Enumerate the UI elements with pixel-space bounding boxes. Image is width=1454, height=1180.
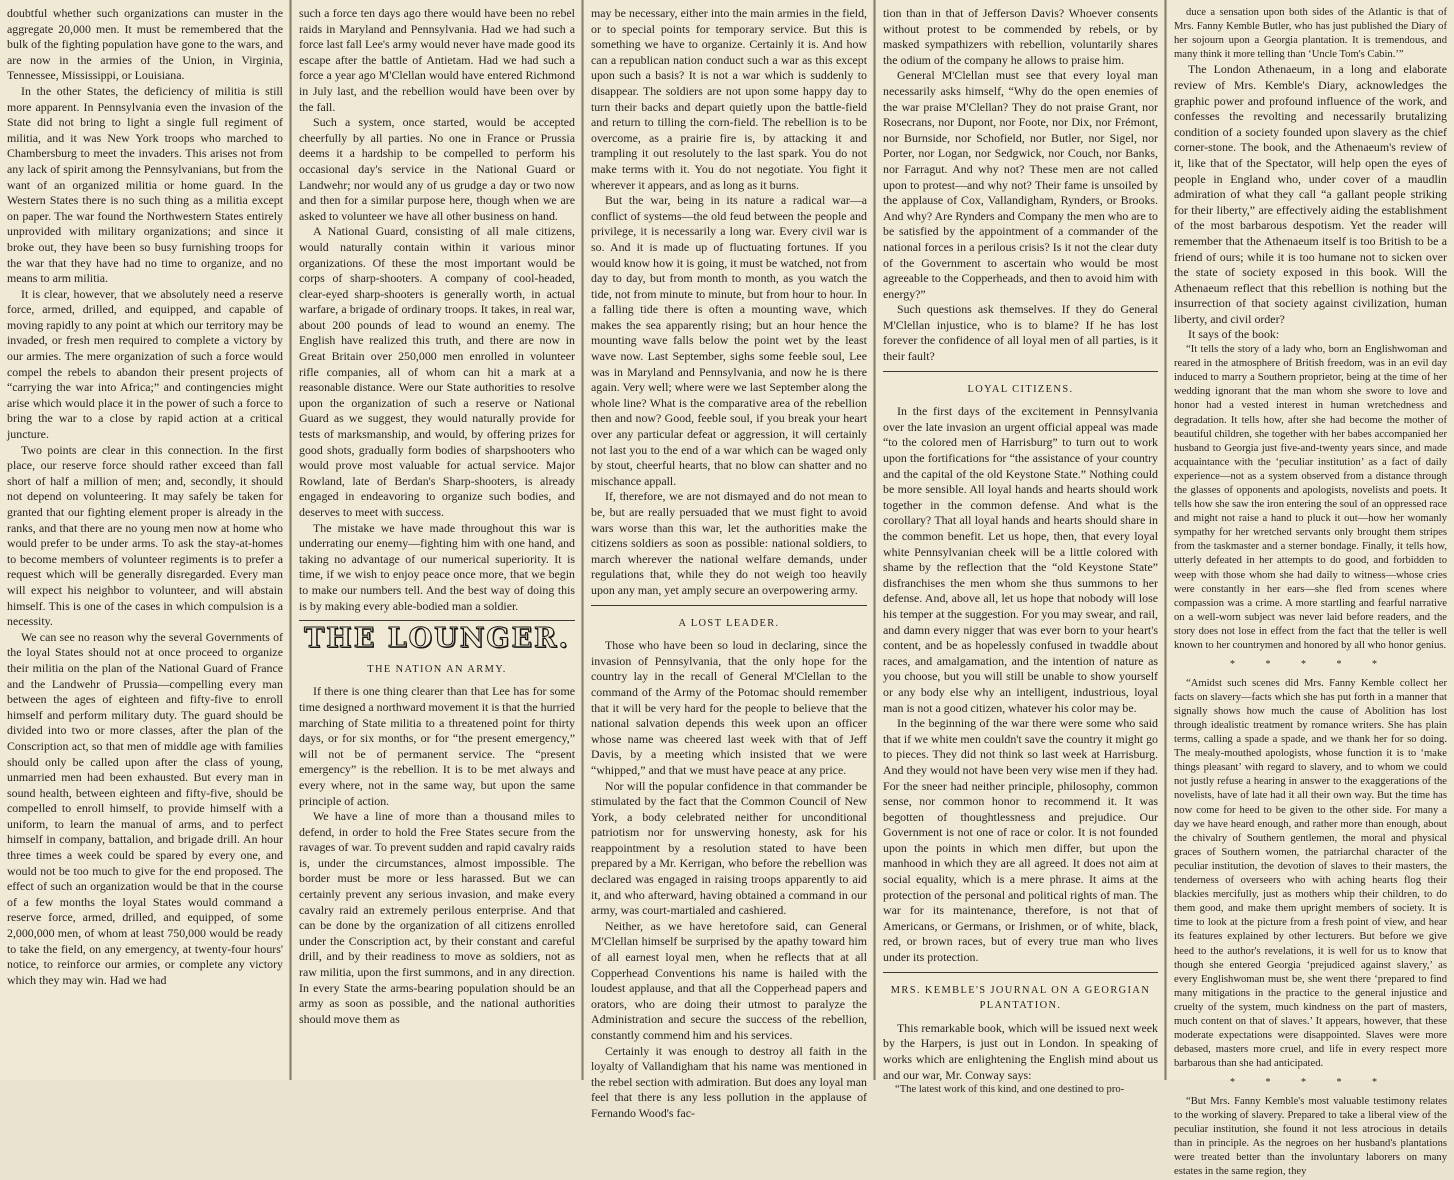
section-rule: [883, 972, 1158, 973]
paragraph: We can see no reason why the several Governments of the loyal States should not at once proceed to organize their militia on the plan of the National Guard of France and the Landwehr of Prussia—compelling every man between the ages of eighteen and fifty-five to enroll himself and perform military duty. The guard should be divided into two or more classes, after the plan of the Conscription act, so that men of middle age with families should only be called upon after the class of young, unmarried men had been exhausted. But every man in sound health, between eighteen and fifty-five, should be compelled to enroll himself, to provide himself with a uniform, to learn the manual of arms, and to perfect himself in company, battalion, and brigade drill. An hour three times a week could be spared by every one, and would not be too much to give for the end proposed. The effect of such an organization would be that in the course of a few months the loyal States would command a reserve force, armed, drilled, and equipped, of some 2,000,000 men, of whom at least 750,000 would be ready to take the field, on any emergency, at twenty-four hours' notice, to reinforce our armies, or complete any victory which they may win. Had we had: [7, 629, 283, 987]
paragraph: In the other States, the deficiency of militia is still more apparent. In Pennsylvania even the invasion of the State did not bring to light a single full regiment of militia, and it was New York troops who marched to Chambersburg to meet the invaders. This arises not from any lack of spirit among the Pennsylvanians, but from the want of an organized militia or home guard. In the Western States there is no such thing as a militia except on paper. The war found the Northwestern States entirely unprovided with military organizations; and since it broke out, they have been so busy furnishing troops for the war that they have had no time to organize, and no means to arm militia.: [7, 83, 283, 286]
article-headline: THE NATION AN ARMY.: [367, 663, 507, 675]
asterism: * * * * *: [1230, 1077, 1391, 1089]
paragraph: General M'Clellan must see that every loyal man necessarily asks himself, “Why do the open enemies of the war praise M'Clellan? They do not praise Grant, nor Rosecrans, nor Dupont, nor Foote, nor Dix, nor Frémont, nor Burnside, nor Schofield, nor Butler, nor Sigel, nor Porter, nor Logan, nor Sedgwick, nor Couch, nor Banks, nor Farragut. And why not? These men are not called upon to protest—and why not? Their fame is unsoiled by the applause of Cox, Vallandigham, Rynders, or Brooks. And why? Are Rynders and Company the men who are to be satisfied by the appointment of a commander of the national forces in a perilous crisis? Is it not the clear duty of the Government to ascertain who would be most agreeable to the Copperheads, and then to avoid him with energy?”: [883, 68, 1158, 301]
paragraph: tion than in that of Jefferson Davis? Whoever consents without protest to be commended by rebels, or by masked sympathizers with rebellion, voluntarily shares the odium of the company he allows to praise him.: [883, 6, 1158, 67]
section-rule: [591, 605, 867, 606]
paragraph: may be necessary, either into the main armies in the field, or to special points for temporary service. But this is something we have to organize. Certainly it is. And how can a republican nation conduct such a war as this except upon such a basis? It is not a war which is suddenly to disappear. The soldiers are not upon some happy day to turn their backs and depart quietly upon the battle-field and return to tilling the corn-field. The rebellion is to be overcome, as a prairie fire is, by attacking it and trampling it out resolutely to the last spark. You do not make terms with it. You do not negotiate. You fight it wherever it appears, and as long as it burns.: [591, 6, 867, 192]
paragraph: We have a line of more than a thousand miles to defend, in order to hold the Free States secure from the ravages of war. To prevent sudden and rapid cavalry raids is, under the circumstances, almost impossible. The border must be more or less harassed. But we can certainly prevent any serious invasion, and make every cavalry raid an extremely perilous enterprise. And that can be done by the organization of all citizens enrolled under the Conscription act, by their constant and careful drill, and by their readiness to move as soldiers, not as raw militia, upon the first summons, and in any direction. In every State the arms-bearing population should be an army as soon as possible, and the national authorities should move them as: [299, 809, 575, 1026]
column-3: [584, 0, 874, 1120]
column-5: [1167, 0, 1454, 1178]
asterism: * * * * *: [1230, 659, 1391, 671]
column-2: [292, 0, 582, 1080]
paragraph: It says of the book:: [1188, 327, 1280, 342]
paragraph: It is clear, however, that we absolutely need a reserve force, armed, drilled, and equipped, and capable of moving rapidly to any point at which our territory may be invaded, or fresh men required to complete a victory by our armies. The mere organization of such a force would compel the rebels to abandon their present projects of “carrying the war into Africa;” and contingencies might arise which would place it in the power of such a force to bring the war to a close by rapid action at a critical juncture.: [7, 286, 283, 442]
quoted-paragraph: “The latest work of this kind, and one destined to pro-: [895, 1084, 1125, 1096]
paragraph: In the first days of the excitement in Pennsylvania over the late invasion an urgent official appeal was made “to the colored men of Harrisburg” to turn out to work upon the fortifications for “the assistance of your country and the capital of the old Keystone State.” Nothing could be more sensible. All loyal hands and hearts should work together in the common defense. And what is the corollary? That all loyal hands and hearts should share in the common benefit. Let us hope, then, that every loyal white Pennsylvanian cheek will be a little colored with shame by the reflection that the “old Keystone State” disfranchises the men whom she thus summons to her defense. And, above all, let us hope that nobody will lose his temper at the suggestion. For you may swear, and rail, and damn every nigger that was ever born to your heart's content, and be as hopelessly confused in twaddle about races, and amalgamation, and the intention of nature as you choose, but you will still be unable to show yourself or any body else why an intelligent, industrious, loyal man is not a good citizen, whatever his color may be.: [883, 404, 1158, 715]
article-headline: MRS. KEMBLE'S JOURNAL ON A GEORGIAN PLANTATION.: [890, 984, 1151, 1012]
paragraph: This remarkable book, which will be issued next week by the Harpers, is just out in London. In speaking of works which are enlightening the English mind about us and our war, Mr. Conway says:: [883, 1020, 1158, 1082]
paragraph: Two points are clear in this connection. In the first place, our reserve force should rather exceed than fall short of half a million of men; and, secondly, it should not depend on volunteering. It may safely be taken for granted that our fighting element proper is already in the ranks, and that there are no young men now at home who would prefer to be under arms. To ask the stay-at-homes to become members of volunteer regiments is to prefer a request which will be generally disregarded. Every man will expect his neighbor to volunteer, and will abstain himself. This is one of the cases in which compulsion is a necessity.: [7, 442, 283, 629]
paragraph: Nor will the popular confidence in that commander be stimulated by the fact that the Common Council of New York, a body celebrated neither for unconditional patriotism nor for unswerving honesty, ask for his reappointment by a resolution stated to have been prepared by a Mr. Kerrigan, who before the rebellion was declared was engaged in raising troops apparently to aid it, and who afterward, having obtained a command in our army, was court-martialed and cashiered.: [591, 778, 867, 918]
section-banner: [299, 623, 575, 655]
quoted-paragraph: “It tells the story of a lady who, born an Englishwoman and reared in the atmosphere of British freedom, was in an evil day induced to marry a Southern proprietor, being at the time of her wedding ignorant that the man whom she swore to love and honor had a vested interest in human wretchedness and degradation. It tells how, after she had become the mother of beautiful children, she together with her babes accompanied her husband to Georgia just five-and-twenty years since, and made acquaintance with the ‘peculiar institution’ as a fact of daily experience—not as a system observed from a distance through the glasses of opponents and apologists, novelists and poets. It tells how she saw the iron entering the soul of an oppressed race and might not raise a hand to pluck it out—how her womanly sympathy for her wretched servants only brought them stripes from the taskmaster and a sterner bondage. Finally, it tells how, utterly defeated in her attempts to do good, and forbidden to weep with those whom she had daily to witness—whose cries were constantly in her ears—she fled from scenes where compassion was a crime. A more startling and fearful narrative on a well-worn subject was never laid before readers, and the story does not lose in effect from the fact that the teller is well known to her countrymen and honored by all who honor genius.: [1174, 344, 1447, 652]
paragraph: doubtful whether such organizations can muster in the aggregate 20,000 men. It must be remembered that the bulk of the fighting population have gone to the wars, and are now in the armies of the Union, in Virginia, Tennessee, Mississippi, or Louisiana.: [7, 6, 283, 83]
quoted-paragraph: “Amidst such scenes did Mrs. Fanny Kemble collect her facts on slavery—facts which she has put forth in a manner that signally shows how much the cause of Abolition has lost through idealistic treatment by romance writers. She has plain terms, calling a spade a spade, and we thank her for so doing. The mealy-mouthed apologists, whose function it is to ‘make things pleasant’ with regard to slavery, and to whom we could not justly refuse a hearing in answer to the exaggerations of the novelists, have of late had it all their own way. But the time has now come for heed to be given to the other side. For many a day we have heard enough, and rather more than enough, about the chivalry of Southern gentlemen, the moral and physical graces of Southern women, the patriarchal character of the peculiar institution, the devotion of slaves to their masters, the tenderness of overseers who with aching hearts flog their blackies mercifully, just as mothers whip their children, to do them good, and make them upright members of society. It is time to look at the picture from a fresh point of view, and hear its features explained by other lecturers. But before we give heed to the author's revelations, it is well for us to know that though she entered Georgia ‘prejudiced against slavery,’ as every Englishwoman must be, she went there ‘prepared to find many mitigations in the practice to the general injustice and cruelty of the system, much kindness on the part of masters, much content on that of slaves.’ It appears, however, that these moderate expectations were disappointed. Slaves were more debased, masters more cruel, and life in every respect more barbarous than she had anticipated.: [1174, 677, 1447, 1070]
paragraph: The London Athenaeum, in a long and elaborate review of Mrs. Kemble's Diary, acknowledges the graphic power and profound influence of the work, and confesses the revolting and necessarily brutalizing condition of a society founded upon slavery as the chief corner-stone. The book, and the Athenaeum's review of it, like that of the Spectator, will help open the eyes of people in England who, under cover of a maudlin admiration of what they call “a gallant people striking for their liberty,” are effectively aiding the establishment of the most barbarous despotism. Yet the reader will remember that the Athenaeum itself is too British to be a friend of ours; while it is too humane not to sicken over the state of society exposed in this book. Will the Athenaeum reflect that this rebellion is nothing but the insurrection of that society against civilization, human liberty, and civil order?: [1174, 62, 1447, 326]
paragraph: If there is one thing clearer than that Lee has for some time designed a northward movement it is that the hurried marching of State militia to a threatened point for thirty days, or for six months, or for “the present emergency,” will not be of permanent service. The “present emergency” is the rebellion. It is to be met always and every where, not in the same way, but upon the same principle of action.: [299, 684, 575, 808]
section-rule: [299, 620, 575, 621]
paragraph: The mistake we have made throughout this war is underrating our enemy—fighting him with one hand, and taking no advantage of our numerical superiority. It is time, if we wish to enjoy peace once more, that we begin to make our numbers tell. And the best way of doing this is by making every able-bodied man a soldier.: [299, 520, 575, 613]
article-headline: LOYAL CITIZENS.: [967, 383, 1074, 395]
paragraph: Such questions ask themselves. If they do General M'Clellan injustice, who is to blame? If he has lost forever the confidence of all loyal men of all parties, is it their fault?: [883, 302, 1158, 364]
paragraph: Those who have been so loud in declaring, since the invasion of Pennsylvania, that the only hope for the country lay in the recall of General M'Clellan to the command of the Army of the Potomac should remember that it will be very hard for the people to believe that the national salvation depends this week upon an officer whose name was cheered last week with that of Jeff Davis, by a meeting which insisted that we were “whipped,” and that we must have peace at any price.: [591, 638, 867, 777]
column-4: [876, 0, 1165, 1096]
paragraph: Such a system, once started, would be accepted cheerfully by all parties. No one in France or Prussia deems it a hardship to be compelled to perform his occasional day's service in the National Guard or Landwehr; nor would any of us grudge a day or two now and then for a similar purpose here, though when we are asked to volunteer we have all other business on hand.: [299, 115, 575, 223]
paragraph: Certainly it was enough to destroy all faith in the loyalty of Vallandigham that his name was mentioned in the rebel section with admiration. But does any loyal man feel that there is any less pollution in the applause of Fernando Wood's fac-: [591, 1043, 867, 1120]
banner-title: THE LOUNGER.: [304, 623, 570, 655]
section-rule: [883, 371, 1158, 372]
paragraph: Neither, as we have heretofore said, can General M'Clellan himself be surprised by the apathy toward him of all earnest loyal men, when he reflects that at all Copperhead Conventions his name is hailed with the loudest applause, and that all the Copperhead papers and orators, who are doing their utmost to paralyze the Administration and secure the success of the rebellion, constantly commend him and his services.: [591, 918, 867, 1042]
paragraph: such a force ten days ago there would have been no rebel raids in Maryland and Pennsylvania. Had we had such a force last fall Lee's army would never have made good its escape after the battle of Antietam. Had we had such a force a year ago M'Clellan would have entered Richmond in July last, and the rebellion would have been over by the fall.: [299, 6, 575, 114]
quoted-paragraph: duce a sensation upon both sides of the Atlantic is that of Mrs. Fanny Kemble Butler, who has just published the Diary of her sojourn upon a Georgia plantation. It is tremendous, and many think it more telling than ‘Uncle Tom's Cabin.’”: [1174, 7, 1447, 61]
paragraph: But the war, being in its nature a radical war—a conflict of systems—the old feud between the people and privilege, it is necessarily a long war. Every civil war is so. And it is made up of fluctuating fortunes. If you would know how it is going, it must be watched, not from day to day, but from month to month, as you watch the tide, not from minute to minute, but from hour to hour. In a falling tide there is often a mounting wave, which makes the sea apparently rising; but an hour hence the mounting wave falls below the point wet by the least wave now. Last September, sighs some feeble soul, Lee was in Maryland and Pennsylvania, and now he is there again. Very well; where were we last September along the whole line? What is the comparative area of the rebellion then and now? Good, feeble soul, if you break your heart over any particular defeat or aggression, it will certainly not last you to the end of a war which can be waged only by stout, cheerful hearts, that no blow can shatter and no mischance appall.: [591, 193, 867, 488]
paragraph: If, therefore, we are not dismayed and do not mean to be, but are really persuaded that we must fight to avoid wars worse than this war, let the authorities make the citizens soldiers as soon as possible: national soldiers, to march wherever the national welfare demands, under regulations that, while they do not weigh too heavily upon any man, yet amply secure an overpowering army.: [591, 489, 867, 597]
quoted-paragraph: “But Mrs. Fanny Kemble's most valuable testimony relates to the working of slavery. Prepared to take a liberal view of the peculiar institution, she found it not less atrocious in details than in principle. As the negroes on her husband's plantations were treated better than the involuntary laborers on many estates in the same region, they: [1174, 1095, 1447, 1178]
column-1: [0, 0, 290, 1080]
paragraph: A National Guard, consisting of all male citizens, would naturally contain within it various minor organizations. Of these the most important would be corps of sharp-shooters. A company of cool-headed, clear-eyed sharp-shooters is generally worth, in actual warfare, a brigade of ordinary troops. It takes, in real war, about 200 pounds of lead to wound an enemy. The English have realized this truth, and there are now in Great Britain over 250,000 men enrolled in volunteer rifle companies, all of whom can hit a mark at a reasonable distance. Were our State authorities to resolve upon the organization of such a reserve or National Guard as we suggest, they would naturally provide for tests of marksmanship, and would, by offering prizes for good shots, gradually form bodies of sharpshooters who would prove most valuable for actual service. Major Rowland, late of Berdan's Sharp-shooters, is already engaged in endeavoring to organize such bodies, and deserves to meet with success.: [299, 224, 575, 519]
paragraph: In the beginning of the war there were some who said that if we white men couldn't save the country it might go to pieces. They did not think so last week at Harrisburg. And they would not have been very wise men if they had. For the sneer had neither principle, philosophy, common sense, nor common honor to recommend it. It was begotten of thoughtlessness and prejudice. Our Government is not one of race or color. It is not founded upon the points in which men differ, but upon the manhood in which they are all agreed. It does not aim at social equality, which is a mere phrase. It aims at the protection of the personal and political rights of man. The war for its maintenance, therefore, is not that of Americans, or Germans, or Irishmen, or of white, black, red, or brown races, but of every true man who lives under its protection.: [883, 716, 1158, 965]
article-headline: A LOST LEADER.: [678, 617, 780, 629]
